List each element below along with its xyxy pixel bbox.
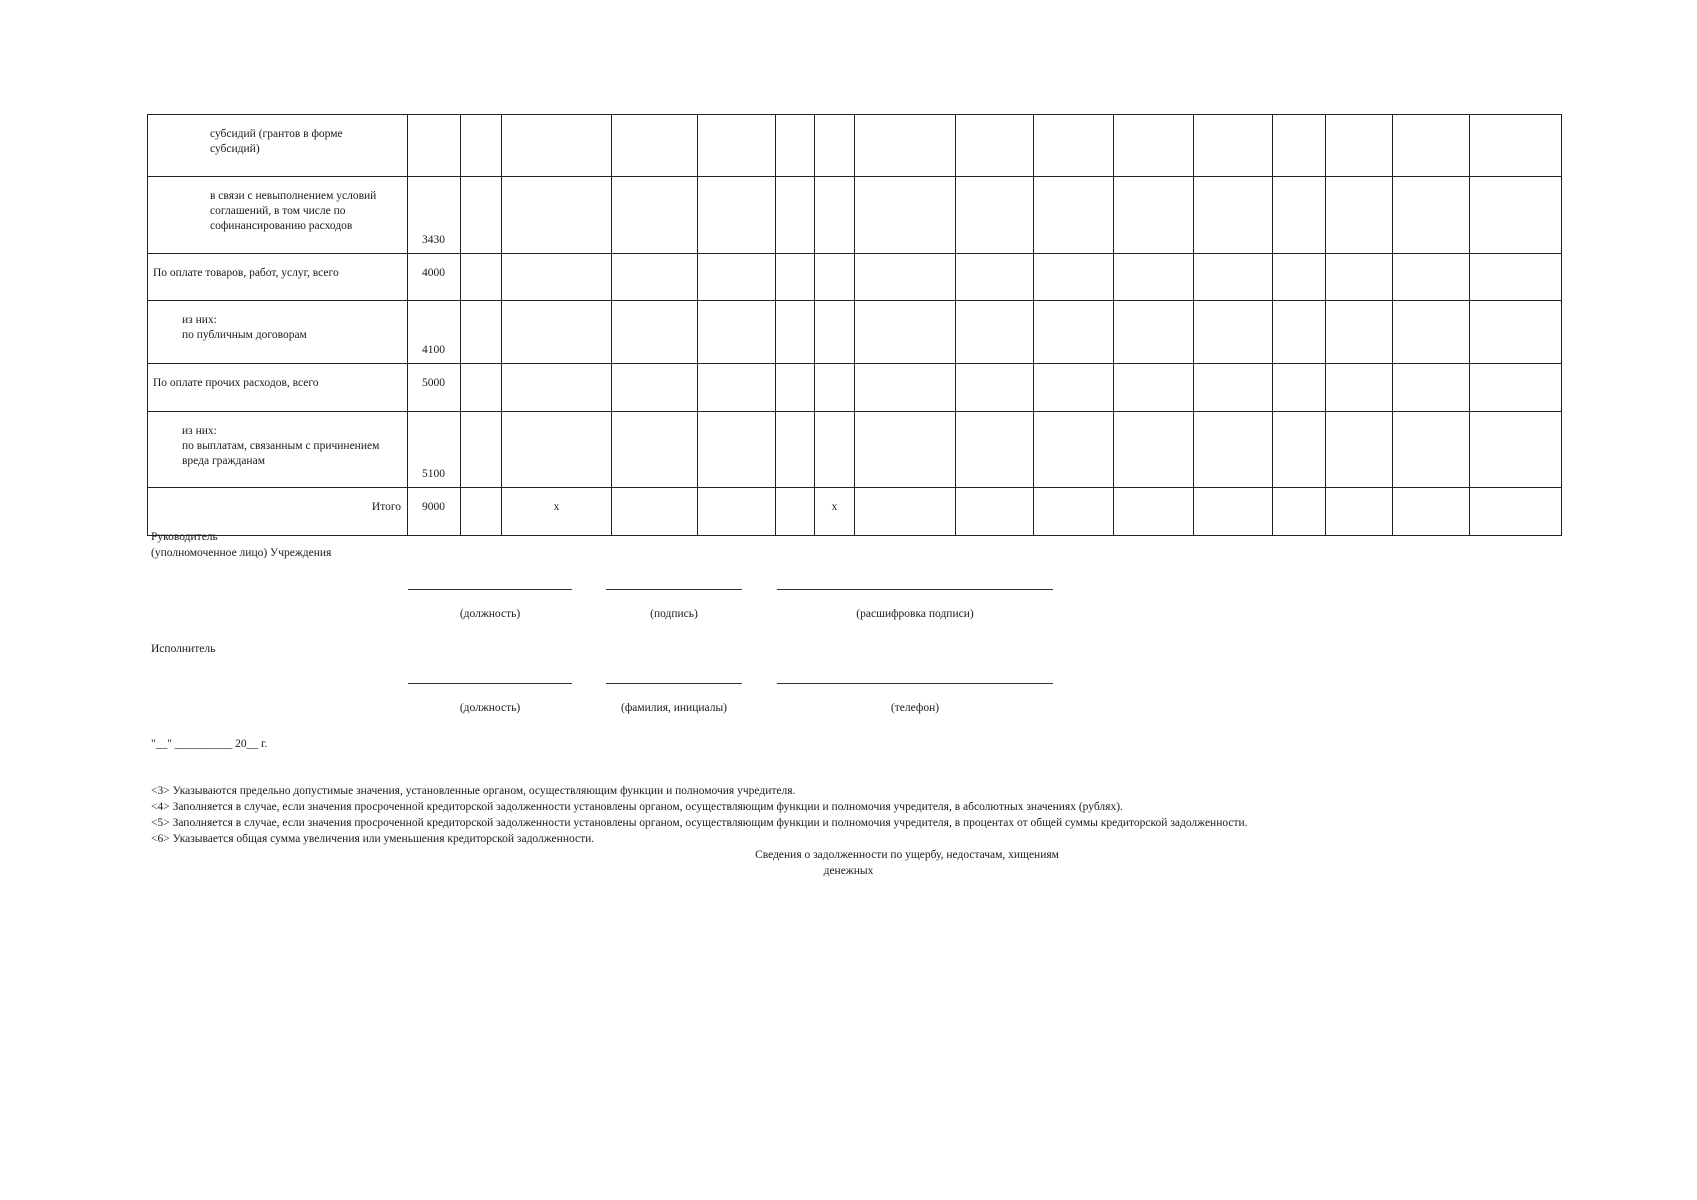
- row-code: 5000: [422, 377, 445, 389]
- row-code-cell: [408, 115, 461, 177]
- data-cell: [776, 364, 815, 412]
- data-cell: [698, 412, 776, 488]
- data-cell: [502, 254, 612, 301]
- data-cell: [698, 254, 776, 301]
- row-code: 3430: [422, 234, 445, 246]
- data-cell: [1393, 177, 1470, 254]
- data-cell: [1393, 412, 1470, 488]
- data-cell: [776, 301, 815, 364]
- data-cell: [612, 301, 698, 364]
- data-cell: [1034, 364, 1114, 412]
- row-code-cell: [408, 301, 461, 364]
- row-label-cell: [148, 115, 408, 177]
- row-label-cell: [148, 254, 408, 301]
- data-cell: [1273, 254, 1326, 301]
- data-cell: [1034, 254, 1114, 301]
- footnote-3: <3> Указываются предельно допустимые значения, установленные органом, осуществляющим функции и полномочия учредителя.: [151, 785, 796, 797]
- head-label-line2: (уполномоченное лицо) Учреждения: [151, 547, 332, 559]
- row-label-cell: [148, 364, 408, 412]
- executor-caption-name: (фамилия, инициалы): [620, 702, 728, 714]
- executor-label: Исполнитель: [151, 643, 216, 655]
- row-label-cell: [148, 412, 408, 488]
- row-label: из них: по выплатам, связанным с причинением вреда гражданам: [182, 425, 380, 467]
- data-cell: [1194, 488, 1273, 536]
- not-applicable-mark: [815, 301, 854, 313]
- data-cell: [855, 115, 956, 177]
- not-applicable-mark: [815, 364, 854, 376]
- data-cell: [1393, 301, 1470, 364]
- data-cell: [1393, 254, 1470, 301]
- data-cell: [776, 177, 815, 254]
- data-cell: [855, 254, 956, 301]
- data-cell: [956, 254, 1034, 301]
- data-cell: [1470, 177, 1562, 254]
- next-section-title-line1: Сведения о задолженности по ущербу, недостачам, хищениям: [755, 849, 1059, 861]
- head-caption-decryption: (расшифровка подписи): [856, 608, 974, 620]
- table-row: [148, 254, 1562, 301]
- not-applicable-mark: [502, 115, 611, 127]
- executor-position-line: [408, 683, 572, 684]
- data-cell: [502, 301, 612, 364]
- data-cell: [698, 301, 776, 364]
- row-code: 9000: [422, 501, 445, 513]
- head-position-line: [408, 589, 572, 590]
- row-code: 4000: [422, 267, 445, 279]
- data-cell: [1114, 254, 1194, 301]
- executor-phone-line: [777, 683, 1053, 684]
- table-row: [148, 301, 1562, 364]
- data-cell: [815, 254, 855, 301]
- not-applicable-mark: [502, 412, 611, 424]
- row-label: По оплате прочих расходов, всего: [153, 377, 319, 389]
- head-decryption-line: [777, 589, 1053, 590]
- data-cell: [956, 301, 1034, 364]
- data-cell: [1194, 254, 1273, 301]
- data-cell: [502, 364, 612, 412]
- data-cell: [1034, 301, 1114, 364]
- data-cell: [815, 115, 855, 177]
- data-cell: [502, 412, 612, 488]
- data-cell: [1326, 177, 1393, 254]
- data-cell: [461, 301, 502, 364]
- data-cell: [855, 177, 956, 254]
- data-cell: [461, 115, 502, 177]
- data-cell: [1194, 177, 1273, 254]
- row-label: из них: по публичным договорам: [182, 314, 307, 341]
- row-label: в связи с невыполнением условий соглашений, в том числе по софинансированию расходов: [210, 190, 377, 232]
- not-applicable-mark: [502, 301, 611, 313]
- data-cell: [1114, 301, 1194, 364]
- data-cell: [815, 177, 855, 254]
- data-cell: [1470, 412, 1562, 488]
- data-cell: [502, 115, 612, 177]
- data-cell: [1114, 115, 1194, 177]
- table-row: [148, 412, 1562, 488]
- data-cell: [1194, 301, 1273, 364]
- table-row: [148, 115, 1562, 177]
- head-label-line1: Руководитель: [151, 531, 218, 543]
- table-body: [148, 115, 1562, 536]
- data-cell: [461, 177, 502, 254]
- not-applicable-mark: [815, 254, 854, 266]
- data-cell: [612, 364, 698, 412]
- table-row: [148, 364, 1562, 412]
- not-applicable-mark: [502, 177, 611, 189]
- not-applicable-mark: [815, 412, 854, 424]
- next-section-title-line2: денежных: [823, 865, 874, 877]
- data-cell: [956, 412, 1034, 488]
- data-cell: [1273, 364, 1326, 412]
- footnote-5: <5> Заполняется в случае, если значения просроченной кредиторской задолженности установлены органом, осуществляющим функции и полномочия учредителя, в процентах от общей суммы кредиторской задолженности.: [151, 817, 1248, 829]
- row-label: субсидий (грантов в форме субсидий): [210, 128, 343, 155]
- data-cell: [1326, 254, 1393, 301]
- not-applicable-mark: x: [831, 501, 838, 513]
- executor-name-line: [606, 683, 742, 684]
- row-label-cell: [148, 177, 408, 254]
- data-cell: [776, 254, 815, 301]
- executor-caption-position: (должность): [459, 702, 521, 714]
- head-signature-line: [606, 589, 742, 590]
- accounts-payable-table: [147, 114, 1562, 536]
- data-cell: [612, 412, 698, 488]
- row-code-cell: [408, 254, 461, 301]
- data-cell: [1273, 301, 1326, 364]
- data-cell: [855, 301, 956, 364]
- data-cell: [1470, 301, 1562, 364]
- data-cell: [1114, 412, 1194, 488]
- data-cell: [1273, 115, 1326, 177]
- footnote-4: <4> Заполняется в случае, если значения просроченной кредиторской задолженности установлены органом, осуществляющим функции и полномочия учредителя, в абсолютных значениях (рублях).: [151, 801, 1123, 813]
- data-cell: [461, 364, 502, 412]
- data-cell: [461, 412, 502, 488]
- data-cell: [855, 364, 956, 412]
- data-cell: [612, 177, 698, 254]
- data-cell: [1034, 488, 1114, 536]
- data-cell: [815, 364, 855, 412]
- row-code-cell: [408, 412, 461, 488]
- data-cell: [776, 412, 815, 488]
- data-cell: [1194, 115, 1273, 177]
- data-cell: [698, 177, 776, 254]
- data-cell: [1034, 412, 1114, 488]
- row-code-cell: [408, 364, 461, 412]
- data-cell: [1194, 364, 1273, 412]
- data-cell: [815, 488, 855, 536]
- data-cell: [1393, 115, 1470, 177]
- data-cell: [1326, 301, 1393, 364]
- data-cell: [1470, 115, 1562, 177]
- row-code-cell: [408, 488, 461, 536]
- data-cell: [612, 488, 698, 536]
- data-cell: [855, 488, 956, 536]
- data-cell: [698, 364, 776, 412]
- data-cell: [956, 115, 1034, 177]
- date-line: "__" __________ 20__ г.: [151, 738, 268, 750]
- not-applicable-mark: [815, 177, 854, 189]
- data-cell: [1393, 364, 1470, 412]
- data-cell: [1114, 364, 1194, 412]
- data-cell: [1470, 488, 1562, 536]
- data-cell: [698, 488, 776, 536]
- data-cell: [1326, 115, 1393, 177]
- data-cell: [612, 254, 698, 301]
- data-cell: [1194, 412, 1273, 488]
- head-caption-signature: (подпись): [650, 608, 698, 620]
- data-cell: [956, 177, 1034, 254]
- not-applicable-mark: [502, 254, 611, 266]
- data-cell: [815, 301, 855, 364]
- data-cell: [1326, 488, 1393, 536]
- head-caption-position: (должность): [459, 608, 521, 620]
- row-code: 4100: [422, 344, 445, 356]
- data-cell: [1326, 412, 1393, 488]
- row-label-cell: [148, 488, 408, 536]
- data-cell: [1114, 488, 1194, 536]
- data-cell: [461, 488, 502, 536]
- table-row: [148, 488, 1562, 536]
- row-label-cell: [148, 301, 408, 364]
- data-cell: [776, 488, 815, 536]
- data-cell: [1114, 177, 1194, 254]
- data-cell: [461, 254, 502, 301]
- not-applicable-mark: x: [553, 501, 560, 513]
- not-applicable-mark: [502, 364, 611, 376]
- row-label: Итого: [371, 501, 401, 513]
- data-cell: [1326, 364, 1393, 412]
- data-cell: [502, 177, 612, 254]
- data-cell: [1393, 488, 1470, 536]
- data-cell: [698, 115, 776, 177]
- table-row: [148, 177, 1562, 254]
- data-cell: [815, 412, 855, 488]
- data-cell: [855, 412, 956, 488]
- data-cell: [776, 115, 815, 177]
- row-code-cell: [408, 177, 461, 254]
- data-cell: [1273, 412, 1326, 488]
- not-applicable-mark: [815, 115, 854, 127]
- data-cell: [612, 115, 698, 177]
- row-code: 5100: [422, 468, 445, 480]
- data-cell: [1273, 177, 1326, 254]
- executor-caption-phone: (телефон): [890, 702, 940, 714]
- data-cell: [956, 364, 1034, 412]
- data-cell: [502, 488, 612, 536]
- data-cell: [956, 488, 1034, 536]
- data-cell: [1034, 177, 1114, 254]
- data-cell: [1034, 115, 1114, 177]
- row-label: По оплате товаров, работ, услуг, всего: [153, 267, 339, 279]
- footnote-6: <6> Указывается общая сумма увеличения или уменьшения кредиторской задолженности.: [151, 833, 595, 845]
- data-cell: [1470, 254, 1562, 301]
- data-cell: [1470, 364, 1562, 412]
- data-cell: [1273, 488, 1326, 536]
